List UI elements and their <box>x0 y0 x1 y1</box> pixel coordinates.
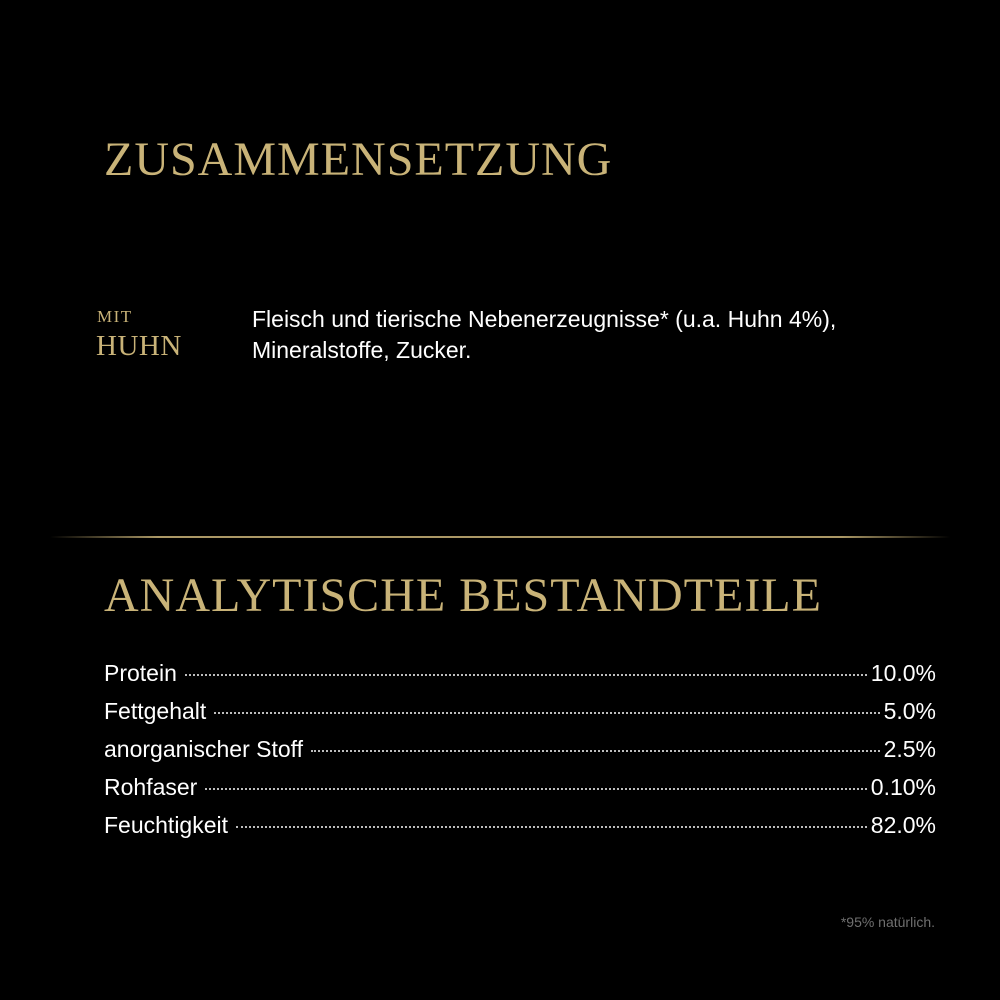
analysis-row <box>104 812 936 850</box>
analysis-value: 82.0% <box>870 812 936 838</box>
analysis-label: Feuchtigkeit <box>104 812 229 838</box>
dot-leader <box>185 674 867 676</box>
analysis-row <box>104 774 936 812</box>
dot-leader <box>205 788 866 790</box>
variant-label <box>96 308 182 361</box>
section-divider <box>50 536 950 538</box>
analysis-value: 2.5% <box>883 736 936 762</box>
variant-name: HUHN <box>96 330 182 362</box>
analysis-row <box>104 660 936 698</box>
analysis-value: 0.10% <box>870 774 936 800</box>
analysis-title: ANALYTISCHE BESTANDTEILE <box>104 569 822 622</box>
dot-leader <box>311 750 880 752</box>
analysis-row <box>104 698 936 736</box>
variant-prefix: MIT <box>97 307 133 326</box>
ingredients-text: Fleisch und tierische Nebenerzeugnisse* (u.a. Huhn 4%), Mineralstoffe, Zucker. <box>252 306 837 363</box>
analysis-row <box>104 736 936 774</box>
analysis-label: Fettgehalt <box>104 698 207 724</box>
dot-leader <box>214 712 879 714</box>
analysis-label: anorganischer Stoff <box>104 736 304 762</box>
analysis-list <box>104 660 936 850</box>
analysis-value: 5.0% <box>883 698 936 724</box>
analysis-label: Rohfaser <box>104 774 198 800</box>
composition-title: ZUSAMMENSETZUNG <box>104 133 613 186</box>
analysis-label: Protein <box>104 660 177 686</box>
analysis-value: 10.0% <box>870 660 936 686</box>
dot-leader <box>236 826 867 828</box>
footnote: *95% natürlich. <box>840 914 935 930</box>
